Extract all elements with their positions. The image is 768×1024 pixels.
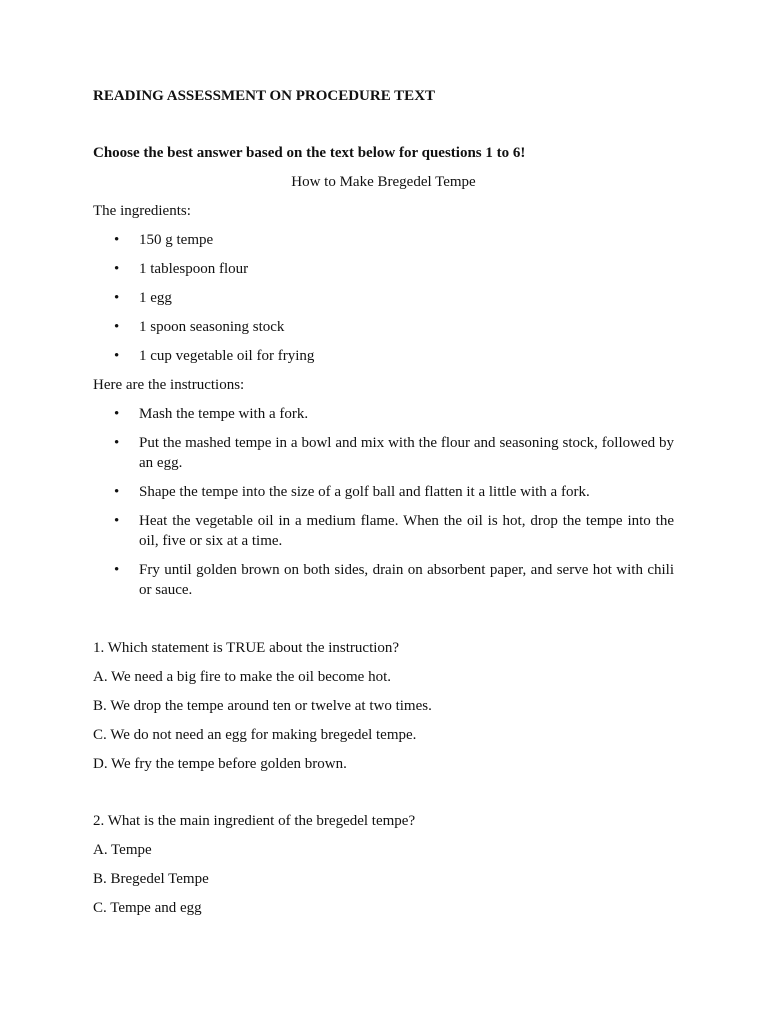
bullet-icon: • bbox=[114, 290, 120, 306]
bullet-icon: • bbox=[114, 319, 120, 335]
instruction-text: Put the mashed tempe in a bowl and mix with the flour and seasoning stock, followed by an egg. bbox=[139, 435, 674, 471]
list-item bbox=[93, 259, 674, 279]
instruction-text: Fry until golden brown on both sides, drain on absorbent paper, and serve hot with chili or sauce. bbox=[139, 562, 674, 598]
bullet-icon: • bbox=[114, 261, 120, 277]
bullet-icon: • bbox=[114, 435, 120, 451]
question-text: 1. Which statement is TRUE about the instruction? bbox=[93, 640, 400, 656]
instructions-list bbox=[93, 404, 674, 600]
answer-option-b: B. Bregedel Tempe bbox=[93, 871, 209, 887]
ingredient-text: 1 egg bbox=[139, 290, 172, 306]
answer-option-a: A. We need a big fire to make the oil become hot. bbox=[93, 669, 392, 685]
ingredient-text: 1 spoon seasoning stock bbox=[139, 319, 285, 335]
question-1 bbox=[93, 638, 674, 774]
ingredients-list bbox=[93, 230, 674, 366]
bullet-icon: • bbox=[114, 406, 120, 422]
bullet-icon: • bbox=[114, 232, 120, 248]
ingredients-label: The ingredients: bbox=[93, 203, 191, 219]
answer-option-b: B. We drop the tempe around ten or twelve at two times. bbox=[93, 698, 432, 714]
ingredient-text: 150 g tempe bbox=[139, 232, 214, 248]
list-item bbox=[93, 317, 674, 337]
instruction-heading: Choose the best answer based on the text below for questions 1 to 6! bbox=[93, 145, 526, 161]
instruction-text: Shape the tempe into the size of a golf ball and flatten it a little with a fork. bbox=[139, 484, 590, 500]
answer-option-a: A. Tempe bbox=[93, 842, 152, 858]
list-item bbox=[93, 346, 674, 366]
instruction-text: Heat the vegetable oil in a medium flame. When the oil is hot, drop the tempe into the oil, five or six at a time. bbox=[139, 513, 674, 549]
bullet-icon: • bbox=[114, 348, 120, 364]
answer-option-c: C. We do not need an egg for making bregedel tempe. bbox=[93, 727, 417, 743]
list-item bbox=[93, 482, 674, 502]
ingredient-text: 1 tablespoon flour bbox=[139, 261, 249, 277]
ingredient-text: 1 cup vegetable oil for frying bbox=[139, 348, 315, 364]
list-item bbox=[93, 230, 674, 250]
answer-option-d: D. We fry the tempe before golden brown. bbox=[93, 756, 347, 772]
bullet-icon: • bbox=[114, 513, 120, 529]
document-page bbox=[93, 86, 674, 918]
bullet-icon: • bbox=[114, 562, 120, 578]
list-item bbox=[93, 511, 674, 551]
question-2 bbox=[93, 811, 674, 918]
instructions-label: Here are the instructions: bbox=[93, 377, 245, 393]
procedure-title: How to Make Bregedel Tempe bbox=[291, 174, 476, 190]
answer-option-c: C. Tempe and egg bbox=[93, 900, 202, 916]
question-text: 2. What is the main ingredient of the bregedel tempe? bbox=[93, 813, 416, 829]
document-title: READING ASSESSMENT ON PROCEDURE TEXT bbox=[93, 88, 436, 104]
bullet-icon: • bbox=[114, 484, 120, 500]
instruction-text: Mash the tempe with a fork. bbox=[139, 406, 309, 422]
list-item bbox=[93, 288, 674, 308]
list-item bbox=[93, 404, 674, 424]
list-item bbox=[93, 433, 674, 473]
list-item bbox=[93, 560, 674, 600]
